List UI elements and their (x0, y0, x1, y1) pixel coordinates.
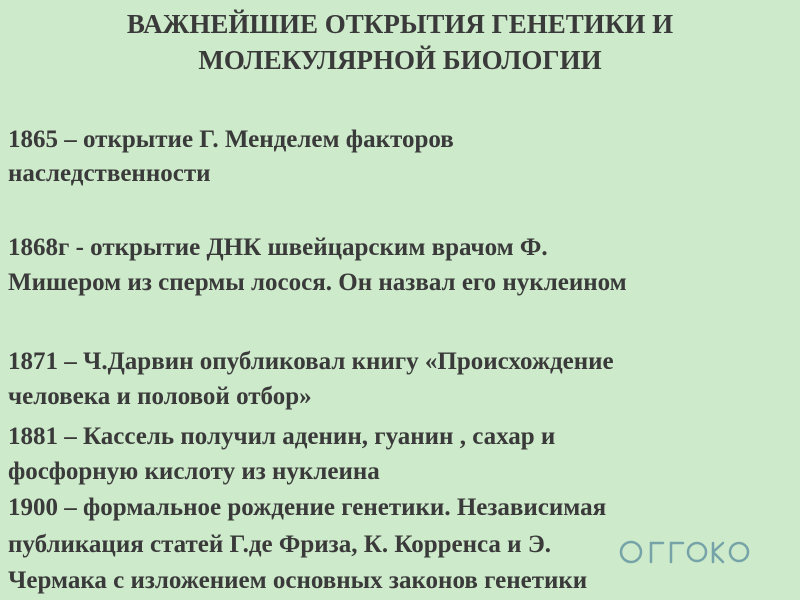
entry-1865-line-1: 1865 – открытие Г. Менделем факторов (8, 126, 454, 153)
entry-1871-line-1: 1871 – Ч.Дарвин опубликовал книгу «Происхождение (8, 348, 614, 375)
entry-1868-line-1: 1868г - открытие ДНК швейцарским врачом Ф. (8, 234, 548, 261)
entry-1871-line-2: человека и половой отбор» (8, 383, 312, 410)
watermark-logo (615, 535, 763, 569)
entry-1900-line-2: публикация статей Г.де Фриза, К. Корренса и Э. (8, 531, 552, 558)
entry-1900-line-3: Чермака с изложением основных законов генетики (8, 567, 588, 594)
slide-title-line-2: МОЛЕКУЛЯРНОЙ БИОЛОГИИ (198, 45, 602, 75)
entry-1881-line-2: фосфорную кислоту из нуклеина (8, 458, 380, 485)
entry-1881-line-1: 1881 – Кассель получил аденин, гуанин , сахар и (8, 423, 556, 450)
entry-1900-line-1: 1900 – формальное рождение генетики. Независимая (8, 494, 607, 521)
entry-1868-line-2: Мишером из спермы лосося. Он назвал его нуклеином (8, 269, 627, 296)
entry-1865-line-2: наследственности (8, 160, 211, 187)
slide-title-line-1: ВАЖНЕЙШИЕ ОТКРЫТИЯ ГЕНЕТИКИ И (126, 9, 674, 39)
